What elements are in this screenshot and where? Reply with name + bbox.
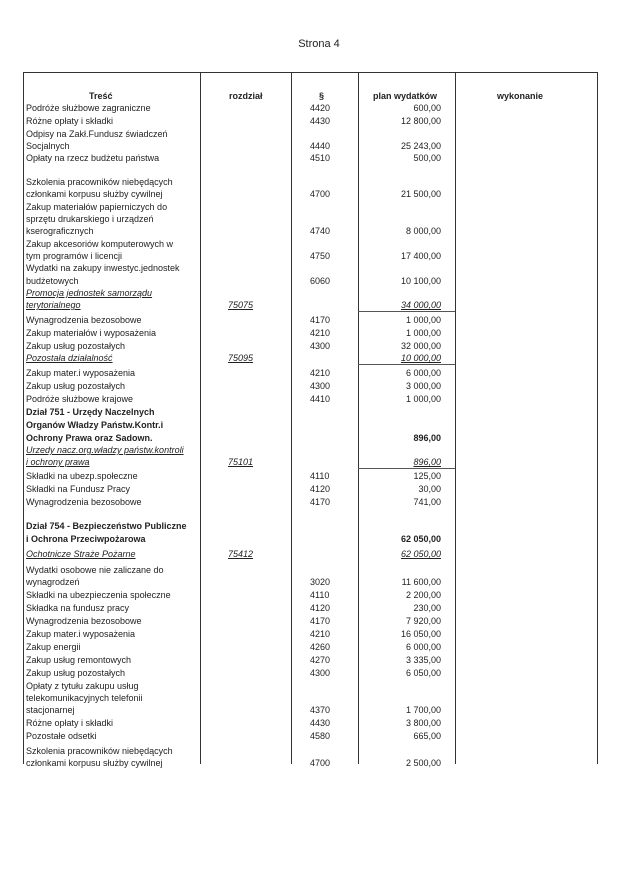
row-plan-value: 665,00 <box>413 731 441 741</box>
row-plan-value: 2 500,00 <box>405 758 441 768</box>
row-paragraf: 4110 <box>310 590 330 600</box>
row-description: Dział 754 - Bezpieczeństwo Publiczne <box>26 521 187 531</box>
row-paragraf: 4210 <box>310 328 331 338</box>
row-paragraf: 4300 <box>310 668 331 678</box>
row-description: Pozostałe odsetki <box>26 731 97 741</box>
row-description: Wydatki na zakupy inwestyc.jednostek <box>26 263 180 273</box>
row-plan-value: 34 000,00 <box>400 300 441 310</box>
row-description: Różne opłaty i składki <box>26 718 114 728</box>
row-plan-value: 741,00 <box>413 497 441 507</box>
row-description: członkami korpusu służby cywilnej <box>26 758 163 768</box>
row-paragraf: 3020 <box>310 577 331 587</box>
row-description: budżetowych <box>26 276 79 286</box>
row-plan-value: 1 000,00 <box>405 328 441 338</box>
row-description: członkami korpusu służby cywilnej <box>26 189 163 199</box>
row-paragraf: 4410 <box>310 394 331 404</box>
row-plan-value: 896,00 <box>413 457 441 467</box>
table-top-border <box>23 72 598 73</box>
col-divider <box>23 72 24 764</box>
row-paragraf: 4170 <box>310 616 331 626</box>
row-plan-value: 10 000,00 <box>400 353 441 363</box>
row-paragraf: 4430 <box>310 718 331 728</box>
page-number: Strona 4 <box>298 38 340 50</box>
row-paragraf: 6060 <box>310 276 331 286</box>
row-paragraf: 4420 <box>310 103 331 113</box>
col-divider <box>291 72 292 764</box>
row-description: Zakup mater.i wyposażenia <box>26 368 136 378</box>
row-plan-value: 230,00 <box>413 603 441 613</box>
row-paragraf: 4110 <box>310 471 330 481</box>
row-description: Różne opłaty i składki <box>26 116 114 126</box>
row-description: Ochrony Prawa oraz Sadown. <box>26 433 153 443</box>
row-description: Zakup energii <box>26 642 81 652</box>
row-paragraf: 4740 <box>310 226 331 236</box>
row-paragraf: 4510 <box>310 153 331 163</box>
row-plan-value: 2 200,00 <box>405 590 441 600</box>
row-description: wynagrodzeń <box>26 577 80 587</box>
col-divider <box>200 72 201 764</box>
row-description: stacjonarnej <box>26 705 75 715</box>
row-description: i Ochrona Przeciwpożarowa <box>26 534 146 544</box>
row-plan-value: 125,00 <box>413 471 441 481</box>
subtotal-underline <box>358 364 455 365</box>
row-description: Wynagrodzenia bezosobowe <box>26 315 142 325</box>
row-description: Szkolenia pracowników niebędących <box>26 746 173 756</box>
row-description: Zakup materiałów papierniczych do <box>26 202 168 212</box>
row-plan-value: 6 000,00 <box>405 368 441 378</box>
row-paragraf: 4700 <box>310 758 331 768</box>
row-description: Podróże służbowe zagraniczne <box>26 103 151 113</box>
col-divider <box>597 72 598 764</box>
row-plan-value: 6 050,00 <box>405 668 441 678</box>
row-plan-value: 3 335,00 <box>405 655 441 665</box>
row-plan-value: 3 800,00 <box>405 718 441 728</box>
row-plan-value: 12 800,00 <box>400 116 441 126</box>
row-description: Socjalnych <box>26 141 70 151</box>
row-plan-value: 62 050,00 <box>400 534 441 544</box>
row-description: Zakup usług pozostałych <box>26 381 126 391</box>
row-plan-value: 600,00 <box>413 103 441 113</box>
row-description: tym programów i licencji <box>26 251 123 261</box>
row-description: sprzętu drukarskiego i urządzeń <box>26 214 154 224</box>
row-plan-value: 8 000,00 <box>405 226 441 236</box>
row-description: Opłaty z tytułu zakupu usług <box>26 681 139 691</box>
row-plan-value: 7 920,00 <box>405 616 441 626</box>
row-plan-value: 1 000,00 <box>405 315 441 325</box>
row-plan-value: 1 000,00 <box>405 394 441 404</box>
row-plan-value: 6 000,00 <box>405 642 441 652</box>
row-description: Składki na ubezpieczenia społeczne <box>26 590 171 600</box>
row-rozdzial: 75412 <box>228 549 254 559</box>
header-plan: plan wydatków <box>373 91 438 101</box>
row-plan-value: 11 600,00 <box>401 577 441 587</box>
row-paragraf: 4370 <box>310 705 331 715</box>
row-description: telekomunikacyjnych telefonii <box>26 693 143 703</box>
row-paragraf: 4700 <box>310 189 331 199</box>
row-rozdzial: 75101 <box>228 457 254 467</box>
row-paragraf: 4120 <box>310 484 331 494</box>
row-description: Szkolenia pracowników niebędących <box>26 177 173 187</box>
row-description: Zakup usług remontowych <box>26 655 132 665</box>
row-paragraf: 4750 <box>310 251 331 261</box>
row-paragraf: 4430 <box>310 116 331 126</box>
header-paragraf: § <box>319 91 325 101</box>
subtotal-underline <box>358 468 455 469</box>
row-paragraf: 4210 <box>310 629 331 639</box>
row-description: Opłaty na rzecz budżetu państwa <box>26 153 160 163</box>
row-description: i ochrony prawa <box>26 457 90 467</box>
row-rozdzial: 75075 <box>228 300 254 310</box>
row-paragraf: 4120 <box>310 603 331 613</box>
row-plan-value: 1 700,00 <box>405 705 441 715</box>
row-description: kserograficznych <box>26 226 94 236</box>
subtotal-underline <box>358 311 455 312</box>
row-paragraf: 4260 <box>310 642 331 652</box>
row-description: Składki na Fundusz Pracy <box>26 484 131 494</box>
header-rozdzial: rozdział <box>229 91 263 101</box>
row-plan-value: 30,00 <box>418 484 441 494</box>
row-description: Składki na ubezp.społeczne <box>26 471 138 481</box>
row-paragraf: 4580 <box>310 731 331 741</box>
col-divider <box>358 72 359 764</box>
budget-table <box>23 72 598 768</box>
row-plan-value: 25 243,00 <box>400 141 441 151</box>
row-description: terytorialnego <box>26 300 81 310</box>
col-divider <box>455 72 456 764</box>
row-description: Dział 751 - Urzędy Naczelnych <box>26 407 155 417</box>
header-wykonanie: wykonanie <box>497 91 544 101</box>
row-rozdzial: 75095 <box>228 353 254 363</box>
row-description: Organów Władzy Państw.Kontr.i <box>26 420 164 430</box>
row-description: Wynagrodzenia bezosobowe <box>26 616 142 626</box>
row-plan-value: 21 500,00 <box>400 189 441 199</box>
row-plan-value: 896,00 <box>413 433 441 443</box>
row-description: Zakup mater.i wyposażenia <box>26 629 136 639</box>
row-description: Wynagrodzenia bezosobowe <box>26 497 142 507</box>
row-plan-value: 3 000,00 <box>405 381 441 391</box>
row-description: Podróże służbowe krajowe <box>26 394 134 404</box>
row-description: Promocja jednostek samorządu <box>26 288 153 298</box>
row-plan-value: 10 100,00 <box>400 276 441 286</box>
row-paragraf: 4440 <box>310 141 331 151</box>
row-paragraf: 4300 <box>310 381 331 391</box>
row-paragraf: 4270 <box>310 655 331 665</box>
row-plan-value: 16 050,00 <box>400 629 441 639</box>
row-description: Ochotnicze Straże Pożarne <box>26 549 136 559</box>
row-plan-value: 62 050,00 <box>400 549 441 559</box>
header-tresc: Treść <box>89 91 113 101</box>
row-description: Zakup usług pozostałych <box>26 341 126 351</box>
row-paragraf: 4170 <box>310 315 331 325</box>
row-description: Odpisy na Zakł.Fundusz świadczeń <box>26 129 168 139</box>
row-description: Składka na fundusz pracy <box>26 603 130 613</box>
row-paragraf: 4210 <box>310 368 331 378</box>
row-paragraf: 4300 <box>310 341 331 351</box>
row-description: Zakup akcesoriów komputerowych w <box>26 239 174 249</box>
row-plan-value: 500,00 <box>413 153 441 163</box>
row-description: Wydatki osobowe nie zaliczane do <box>26 565 164 575</box>
row-description: Urzedy nacz.org.władzy państw.kontroli <box>26 445 184 455</box>
row-description: Zakup materiałów i wyposażenia <box>26 328 157 338</box>
row-plan-value: 32 000,00 <box>400 341 441 351</box>
row-plan-value: 17 400,00 <box>400 251 441 261</box>
row-description: Zakup usług pozostałych <box>26 668 126 678</box>
row-paragraf: 4170 <box>310 497 331 507</box>
row-description: Pozostała działalność <box>26 353 113 363</box>
